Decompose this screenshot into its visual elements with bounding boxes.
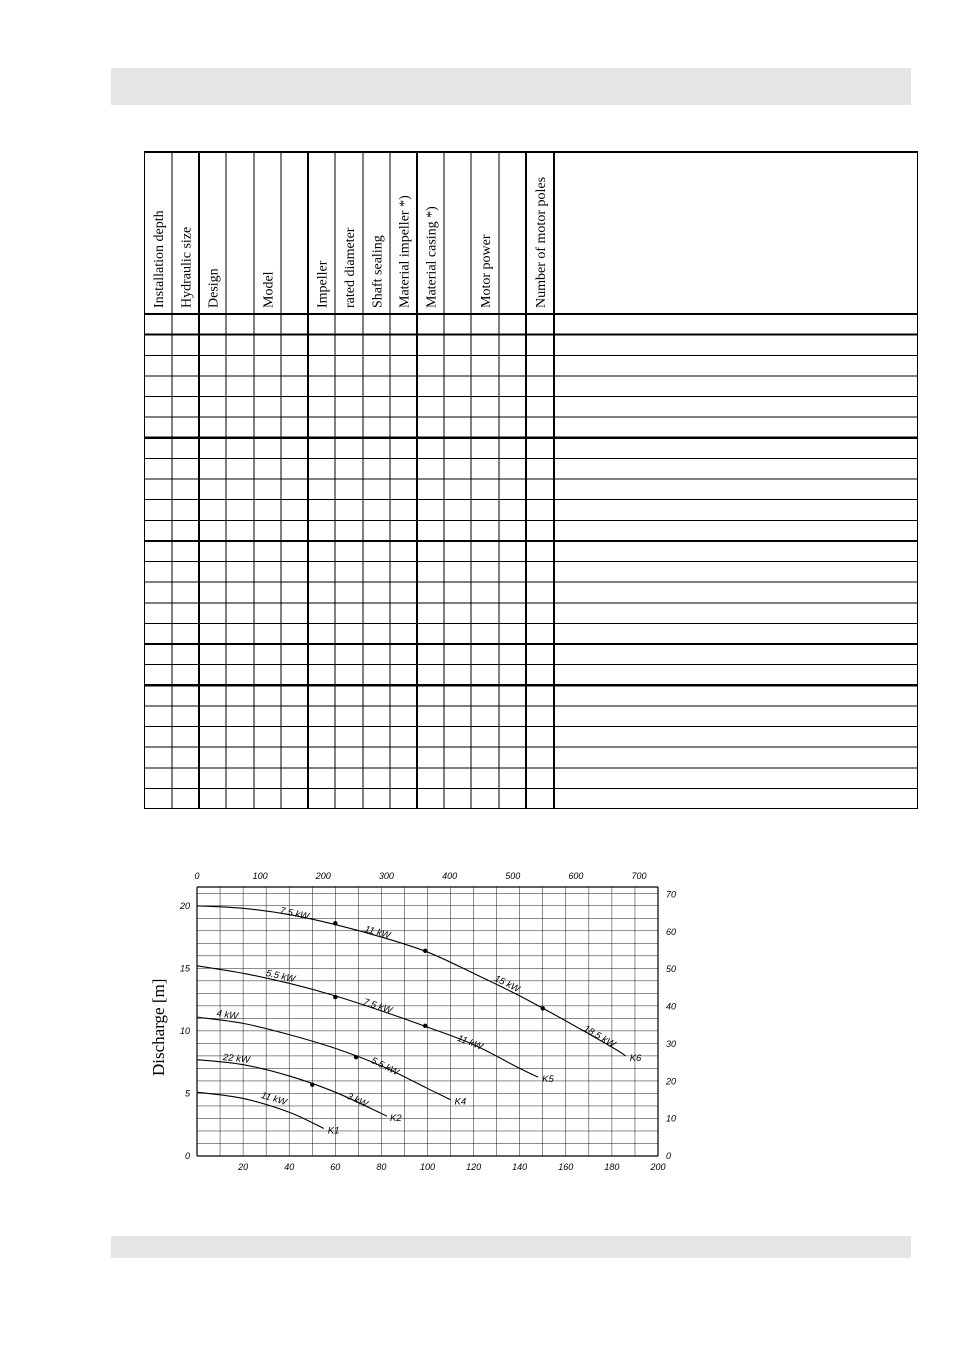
y-left-tick-label: 15 xyxy=(179,963,190,974)
operating-point-marker xyxy=(333,995,337,999)
y-right-tick-label: 40 xyxy=(666,1001,677,1012)
x-bottom-tick-label: 140 xyxy=(512,1162,528,1172)
operating-point-marker xyxy=(423,949,427,953)
x-bottom-tick-label: 160 xyxy=(558,1162,574,1172)
table-grid-lines xyxy=(144,151,918,809)
column-header: Installation depth xyxy=(152,210,167,308)
x-bottom-tick-label: 60 xyxy=(330,1162,341,1172)
x-bottom-tick-label: 120 xyxy=(466,1162,482,1172)
series-name-label: K1 xyxy=(327,1125,340,1137)
x-top-tick-label: 0 xyxy=(194,871,200,881)
table-column-headers xyxy=(152,177,549,308)
series-name-label: K4 xyxy=(454,1096,467,1108)
x-bottom-tick-label: 180 xyxy=(604,1162,620,1172)
pump-performance-chart xyxy=(140,860,700,1190)
column-header: Impeller xyxy=(315,260,331,308)
column-header: Model xyxy=(261,271,277,308)
power-label: 11 kW xyxy=(455,1033,485,1053)
power-label: 4 kW xyxy=(215,1008,239,1023)
y-left-tick-label: 10 xyxy=(179,1025,190,1036)
x-top-tick-label: 600 xyxy=(568,871,584,881)
power-label: 15 kW xyxy=(492,973,522,995)
series-name-label: K6 xyxy=(629,1052,642,1064)
y-left-tick-label: 20 xyxy=(179,900,190,911)
column-header: Shaft sealing xyxy=(370,235,386,308)
x-top-tick-label: 500 xyxy=(505,871,521,881)
power-label: 22 kW xyxy=(222,1052,251,1066)
series-k6 xyxy=(197,905,642,1064)
header-band xyxy=(111,68,911,105)
x-top-tick-label: 300 xyxy=(378,871,394,881)
y-right-tick-label: 10 xyxy=(666,1113,677,1124)
x-top-tick-label: 200 xyxy=(315,871,331,881)
type-code-table xyxy=(144,151,918,809)
column-header: Material casing *) xyxy=(424,206,440,308)
y-left-tick-label: 5 xyxy=(184,1088,190,1099)
chart-grid xyxy=(197,887,658,1156)
power-label: 18.5 kW xyxy=(581,1023,618,1051)
x-bottom-tick-label: 40 xyxy=(284,1162,295,1172)
footer-band xyxy=(111,1236,911,1258)
chart-series xyxy=(197,905,642,1136)
x-bottom-tick-label: 80 xyxy=(376,1162,387,1172)
x-bottom-tick-label: 200 xyxy=(650,1162,666,1172)
y-right-tick-label: 70 xyxy=(666,889,677,900)
column-header: Hydraulic size xyxy=(179,226,195,308)
x-top-tick-label: 700 xyxy=(631,871,647,881)
operating-point-marker xyxy=(310,1082,314,1086)
power-label: 3 kW xyxy=(344,1090,370,1110)
column-header: Motor power xyxy=(479,234,494,308)
power-label: 5.5 kW xyxy=(369,1055,401,1079)
operating-point-marker xyxy=(333,921,337,925)
operating-point-marker xyxy=(354,1055,358,1059)
column-header: rated diameter xyxy=(343,227,358,308)
y-right-tick-label: 0 xyxy=(666,1151,672,1161)
power-label: 11 kW xyxy=(259,1090,288,1109)
column-header: Number of motor poles xyxy=(534,176,549,308)
power-label: 11 kW xyxy=(363,923,392,942)
y-left-tick-label: 0 xyxy=(184,1151,190,1161)
power-label: 5.5 kW xyxy=(264,967,297,985)
series-k1 xyxy=(197,1090,339,1136)
operating-point-marker xyxy=(541,1006,545,1010)
x-bottom-tick-label: 100 xyxy=(419,1162,436,1172)
x-bottom-tick-label: 20 xyxy=(238,1162,249,1172)
column-header: Design xyxy=(206,268,222,308)
series-name-label: K2 xyxy=(390,1112,402,1124)
power-label: 7.5 kW xyxy=(361,996,394,1017)
x-top-tick-label: 100 xyxy=(252,871,268,881)
y-right-tick-label: 20 xyxy=(666,1076,677,1087)
series-name-label: K5 xyxy=(542,1074,554,1086)
power-label: 7.5 kW xyxy=(278,905,310,923)
y-right-tick-label: 60 xyxy=(666,926,677,937)
x-top-tick-label: 400 xyxy=(442,871,458,881)
operating-point-marker xyxy=(423,1024,427,1028)
y-right-tick-label: 50 xyxy=(666,964,677,975)
y-right-tick-label: 30 xyxy=(666,1038,677,1049)
column-header: Material impeller *) xyxy=(397,195,413,308)
y-axis-label: Discharge [m] xyxy=(149,978,168,1076)
